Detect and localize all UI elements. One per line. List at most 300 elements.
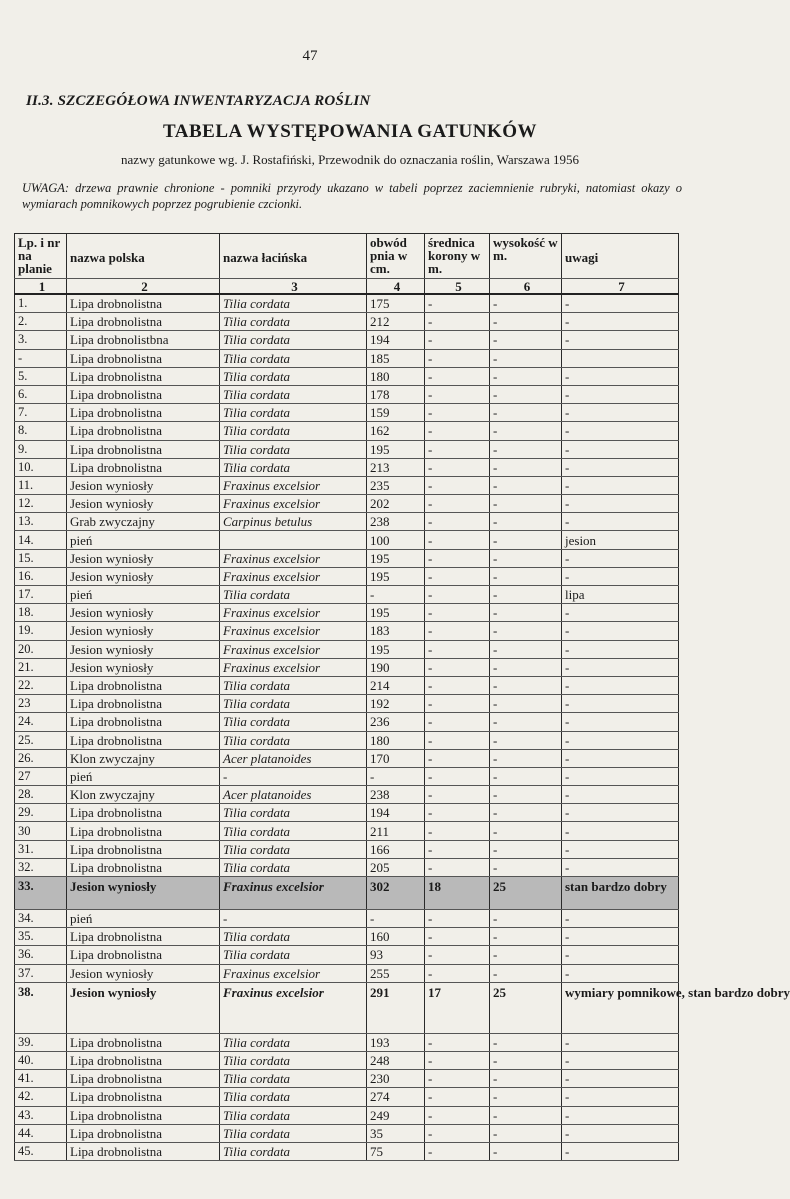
crown-diameter: - <box>425 695 490 713</box>
crown-diameter: - <box>425 713 490 731</box>
tree-height: - <box>490 822 562 840</box>
crown-diameter: - <box>425 928 490 946</box>
polish-name: Lipa drobnolistbna <box>67 331 220 349</box>
latin-name: Tilia cordata <box>220 1106 367 1124</box>
polish-name: Lipa drobnolistna <box>67 928 220 946</box>
row-number: 17. <box>15 586 67 604</box>
tree-height: - <box>490 1142 562 1160</box>
latin-name: Tilia cordata <box>220 858 367 876</box>
row-number: 8. <box>15 422 67 440</box>
row-number: - <box>15 349 67 367</box>
header-notes: uwagi <box>562 234 679 279</box>
notes: - <box>562 786 679 804</box>
latin-name: Tilia cordata <box>220 840 367 858</box>
row-number: 34. <box>15 910 67 928</box>
table-row <box>15 713 679 731</box>
table-row <box>15 749 679 767</box>
row-number: 15. <box>15 549 67 567</box>
latin-name: - <box>220 910 367 928</box>
row-number: 16. <box>15 567 67 585</box>
latin-name: Fraxinus excelsior <box>220 640 367 658</box>
polish-name: Lipa drobnolistna <box>67 695 220 713</box>
latin-name <box>220 531 367 549</box>
latin-name: Tilia cordata <box>220 367 367 385</box>
polish-name: Lipa drobnolistna <box>67 1033 220 1051</box>
tree-height: - <box>490 767 562 785</box>
row-number: 32. <box>15 858 67 876</box>
table-row <box>15 877 679 910</box>
notes: - <box>562 331 679 349</box>
crown-diameter: - <box>425 385 490 403</box>
notes: - <box>562 1088 679 1106</box>
table-row <box>15 786 679 804</box>
notes: - <box>562 676 679 694</box>
latin-name: Tilia cordata <box>220 349 367 367</box>
row-number: 11. <box>15 476 67 494</box>
crown-diameter: - <box>425 349 490 367</box>
header-circumference: obwód pnia w cm. <box>367 234 425 279</box>
latin-name: Tilia cordata <box>220 804 367 822</box>
tree-height: - <box>490 1033 562 1051</box>
polish-name: Lipa drobnolistna <box>67 804 220 822</box>
table-row <box>15 910 679 928</box>
tree-height: - <box>490 964 562 982</box>
row-number: 27 <box>15 767 67 785</box>
polish-name: Lipa drobnolistna <box>67 731 220 749</box>
trunk-circumference: 195 <box>367 440 425 458</box>
latin-name: Fraxinus excelsior <box>220 877 367 910</box>
latin-name: Tilia cordata <box>220 676 367 694</box>
trunk-circumference: - <box>367 910 425 928</box>
notes: - <box>562 567 679 585</box>
tree-height: - <box>490 586 562 604</box>
table-row <box>15 1070 679 1088</box>
tree-height: - <box>490 495 562 513</box>
row-number: 39. <box>15 1033 67 1051</box>
trunk-circumference: 291 <box>367 982 425 1033</box>
trunk-circumference: 166 <box>367 840 425 858</box>
crown-diameter: - <box>425 1033 490 1051</box>
row-number: 22. <box>15 676 67 694</box>
notes: stan bardzo dobry <box>562 877 679 910</box>
row-number: 21. <box>15 658 67 676</box>
table-row <box>15 622 679 640</box>
table-row <box>15 1142 679 1160</box>
crown-diameter: 18 <box>425 877 490 910</box>
trunk-circumference: 185 <box>367 349 425 367</box>
polish-name: Klon zwyczajny <box>67 786 220 804</box>
notes: - <box>562 822 679 840</box>
tree-height: - <box>490 367 562 385</box>
crown-diameter: - <box>425 622 490 640</box>
column-number: 4 <box>367 279 425 295</box>
trunk-circumference: 212 <box>367 313 425 331</box>
tree-height: - <box>490 658 562 676</box>
latin-name: Tilia cordata <box>220 331 367 349</box>
table-row <box>15 531 679 549</box>
crown-diameter: - <box>425 1124 490 1142</box>
row-number: 42. <box>15 1088 67 1106</box>
polish-name: Jesion wyniosły <box>67 549 220 567</box>
table-row <box>15 982 679 1033</box>
crown-diameter: - <box>425 476 490 494</box>
latin-name: - <box>220 767 367 785</box>
polish-name: Lipa drobnolistna <box>67 422 220 440</box>
trunk-circumference: 195 <box>367 604 425 622</box>
crown-diameter: - <box>425 531 490 549</box>
trunk-circumference: 238 <box>367 786 425 804</box>
tree-height: - <box>490 531 562 549</box>
trunk-circumference: 302 <box>367 877 425 910</box>
trunk-circumference: 180 <box>367 731 425 749</box>
row-number: 26. <box>15 749 67 767</box>
table-row <box>15 549 679 567</box>
polish-name: Grab zwyczajny <box>67 513 220 531</box>
trunk-circumference: 35 <box>367 1124 425 1142</box>
table-row <box>15 458 679 476</box>
tree-height: 25 <box>490 877 562 910</box>
crown-diameter: - <box>425 964 490 982</box>
tree-height: - <box>490 513 562 531</box>
tree-height: - <box>490 476 562 494</box>
crown-diameter: - <box>425 749 490 767</box>
row-number: 9. <box>15 440 67 458</box>
latin-name: Acer platanoides <box>220 749 367 767</box>
crown-diameter: - <box>425 549 490 567</box>
header-no: Lp. i nr na planie <box>15 234 67 279</box>
notes: - <box>562 658 679 676</box>
latin-name: Tilia cordata <box>220 695 367 713</box>
header-height: wysokość w m. <box>490 234 562 279</box>
note: UWAGA: drzewa prawnie chronione - pomniki przyrody ukazano w tabeli poprzez zaciemnienie rubryki, natomiast okazy o wymiarach pomnikowych poprzez pogrubienie czcionki. <box>22 181 682 211</box>
row-number: 35. <box>15 928 67 946</box>
latin-name: Tilia cordata <box>220 1088 367 1106</box>
table-row <box>15 640 679 658</box>
notes: - <box>562 440 679 458</box>
table-row <box>15 367 679 385</box>
polish-name: Lipa drobnolistna <box>67 713 220 731</box>
tree-height: - <box>490 858 562 876</box>
tree-height: - <box>490 404 562 422</box>
notes: - <box>562 513 679 531</box>
subtitle: nazwy gatunkowe wg. J. Rostafiński, Przewodnik do oznaczania roślin, Warszawa 1956 <box>121 152 579 167</box>
row-number: 12. <box>15 495 67 513</box>
column-number-row <box>15 279 679 295</box>
table-row <box>15 695 679 713</box>
row-number: 13. <box>15 513 67 531</box>
notes: - <box>562 946 679 964</box>
polish-name: Jesion wyniosły <box>67 604 220 622</box>
trunk-circumference: 192 <box>367 695 425 713</box>
polish-name: Klon zwyczajny <box>67 749 220 767</box>
latin-name: Tilia cordata <box>220 586 367 604</box>
tree-height: - <box>490 422 562 440</box>
crown-diameter: - <box>425 767 490 785</box>
trunk-circumference: 160 <box>367 928 425 946</box>
notes: - <box>562 1106 679 1124</box>
trunk-circumference: 159 <box>367 404 425 422</box>
notes: - <box>562 767 679 785</box>
polish-name: Lipa drobnolistna <box>67 294 220 313</box>
latin-name: Tilia cordata <box>220 294 367 313</box>
table-row <box>15 567 679 585</box>
tree-height: - <box>490 928 562 946</box>
notes <box>562 349 679 367</box>
tree-height: - <box>490 1051 562 1069</box>
latin-name: Tilia cordata <box>220 458 367 476</box>
tree-height: - <box>490 1124 562 1142</box>
tree-height: - <box>490 1106 562 1124</box>
polish-name: Lipa drobnolistna <box>67 1106 220 1124</box>
table-row <box>15 731 679 749</box>
crown-diameter: - <box>425 1142 490 1160</box>
tree-height: - <box>490 549 562 567</box>
notes: - <box>562 404 679 422</box>
trunk-circumference: 230 <box>367 1070 425 1088</box>
crown-diameter: - <box>425 294 490 313</box>
polish-name: Lipa drobnolistna <box>67 946 220 964</box>
trunk-circumference: 190 <box>367 658 425 676</box>
crown-diameter: - <box>425 567 490 585</box>
trunk-circumference: 195 <box>367 640 425 658</box>
tree-height: - <box>490 440 562 458</box>
polish-name: Jesion wyniosły <box>67 640 220 658</box>
trunk-circumference: 195 <box>367 549 425 567</box>
crown-diameter: - <box>425 910 490 928</box>
latin-name: Tilia cordata <box>220 1051 367 1069</box>
notes: - <box>562 294 679 313</box>
trunk-circumference: 274 <box>367 1088 425 1106</box>
crown-diameter: - <box>425 640 490 658</box>
table-row <box>15 946 679 964</box>
trunk-circumference: 194 <box>367 331 425 349</box>
crown-diameter: - <box>425 858 490 876</box>
notes: - <box>562 495 679 513</box>
polish-name: Lipa drobnolistna <box>67 404 220 422</box>
table-row <box>15 604 679 622</box>
row-number: 31. <box>15 840 67 858</box>
row-number: 25. <box>15 731 67 749</box>
row-number: 1. <box>15 294 67 313</box>
crown-diameter: 17 <box>425 982 490 1033</box>
table-row <box>15 404 679 422</box>
row-number: 40. <box>15 1051 67 1069</box>
latin-name: Tilia cordata <box>220 822 367 840</box>
trunk-circumference: 183 <box>367 622 425 640</box>
polish-name: Jesion wyniosły <box>67 622 220 640</box>
table-body <box>15 294 790 1161</box>
polish-name: Lipa drobnolistna <box>67 676 220 694</box>
page-number: 47 <box>302 48 318 64</box>
row-number: 2. <box>15 313 67 331</box>
tree-height: - <box>490 713 562 731</box>
row-number: 38. <box>15 982 67 1033</box>
header-row <box>15 234 679 279</box>
notes: - <box>562 622 679 640</box>
notes: - <box>562 928 679 946</box>
tree-height: - <box>490 910 562 928</box>
latin-name: Fraxinus excelsior <box>220 476 367 494</box>
polish-name: Lipa drobnolistna <box>67 1142 220 1160</box>
notes: - <box>562 731 679 749</box>
notes: - <box>562 910 679 928</box>
crown-diameter: - <box>425 822 490 840</box>
trunk-circumference: 205 <box>367 858 425 876</box>
crown-diameter: - <box>425 313 490 331</box>
notes: - <box>562 713 679 731</box>
row-number: 41. <box>15 1070 67 1088</box>
polish-name: Jesion wyniosły <box>67 658 220 676</box>
tree-height: - <box>490 676 562 694</box>
table-row <box>15 313 679 331</box>
trunk-circumference: 100 <box>367 531 425 549</box>
polish-name: Jesion wyniosły <box>67 877 220 910</box>
crown-diameter: - <box>425 676 490 694</box>
table-row <box>15 294 679 313</box>
notes: - <box>562 458 679 476</box>
notes: - <box>562 604 679 622</box>
crown-diameter: - <box>425 804 490 822</box>
row-number: 24. <box>15 713 67 731</box>
column-number: 5 <box>425 279 490 295</box>
row-number: 43. <box>15 1106 67 1124</box>
tree-height: - <box>490 640 562 658</box>
table-row <box>15 658 679 676</box>
latin-name: Fraxinus excelsior <box>220 549 367 567</box>
tree-height: - <box>490 294 562 313</box>
notes: wymiary pomnikowe, stan bardzo dobry <box>562 982 679 1033</box>
trunk-circumference: 175 <box>367 294 425 313</box>
trunk-circumference: 235 <box>367 476 425 494</box>
tree-height: - <box>490 786 562 804</box>
latin-name: Tilia cordata <box>220 440 367 458</box>
polish-name: Lipa drobnolistna <box>67 858 220 876</box>
polish-name: pień <box>67 910 220 928</box>
trunk-circumference: 213 <box>367 458 425 476</box>
trunk-circumference: 170 <box>367 749 425 767</box>
trunk-circumference: 236 <box>367 713 425 731</box>
trunk-circumference: 249 <box>367 1106 425 1124</box>
trunk-circumference: 178 <box>367 385 425 403</box>
crown-diameter: - <box>425 440 490 458</box>
latin-name: Tilia cordata <box>220 731 367 749</box>
crown-diameter: - <box>425 1070 490 1088</box>
crown-diameter: - <box>425 458 490 476</box>
latin-name: Fraxinus excelsior <box>220 658 367 676</box>
table-row <box>15 422 679 440</box>
notes: - <box>562 313 679 331</box>
header-polish-name: nazwa polska <box>67 234 220 279</box>
row-number: 23 <box>15 695 67 713</box>
row-number: 18. <box>15 604 67 622</box>
tree-height: - <box>490 313 562 331</box>
notes: - <box>562 804 679 822</box>
notes: - <box>562 749 679 767</box>
table-row <box>15 331 679 349</box>
trunk-circumference: 195 <box>367 567 425 585</box>
notes: - <box>562 385 679 403</box>
latin-name: Fraxinus excelsior <box>220 604 367 622</box>
crown-diameter: - <box>425 586 490 604</box>
notes: - <box>562 640 679 658</box>
species-table <box>14 233 790 1161</box>
crown-diameter: - <box>425 658 490 676</box>
tree-height: - <box>490 331 562 349</box>
tree-height: - <box>490 385 562 403</box>
row-number: 19. <box>15 622 67 640</box>
polish-name: Lipa drobnolistna <box>67 840 220 858</box>
notes: lipa <box>562 586 679 604</box>
table-row <box>15 822 679 840</box>
row-number: 36. <box>15 946 67 964</box>
polish-name: Lipa drobnolistna <box>67 1070 220 1088</box>
tree-height: - <box>490 840 562 858</box>
notes: - <box>562 476 679 494</box>
polish-name: pień <box>67 586 220 604</box>
trunk-circumference: 248 <box>367 1051 425 1069</box>
latin-name: Tilia cordata <box>220 1033 367 1051</box>
crown-diameter: - <box>425 946 490 964</box>
crown-diameter: - <box>425 786 490 804</box>
notes: - <box>562 1051 679 1069</box>
polish-name: Jesion wyniosły <box>67 495 220 513</box>
column-number: 3 <box>220 279 367 295</box>
trunk-circumference: 75 <box>367 1142 425 1160</box>
crown-diameter: - <box>425 731 490 749</box>
trunk-circumference: 255 <box>367 964 425 982</box>
polish-name: Lipa drobnolistna <box>67 1088 220 1106</box>
polish-name: Lipa drobnolistna <box>67 1124 220 1142</box>
notes: - <box>562 1070 679 1088</box>
polish-name: pień <box>67 767 220 785</box>
row-number: 5. <box>15 367 67 385</box>
trunk-circumference: - <box>367 586 425 604</box>
polish-name: Jesion wyniosły <box>67 476 220 494</box>
table-row <box>15 1106 679 1124</box>
latin-name: Tilia cordata <box>220 404 367 422</box>
tree-height: - <box>490 804 562 822</box>
polish-name: Lipa drobnolistna <box>67 349 220 367</box>
tree-height: - <box>490 1070 562 1088</box>
latin-name: Tilia cordata <box>220 713 367 731</box>
tree-height: - <box>490 622 562 640</box>
row-number: 45. <box>15 1142 67 1160</box>
row-number: 37. <box>15 964 67 982</box>
crown-diameter: - <box>425 422 490 440</box>
tree-height: - <box>490 946 562 964</box>
column-number: 2 <box>67 279 220 295</box>
polish-name: Lipa drobnolistna <box>67 458 220 476</box>
latin-name: Acer platanoides <box>220 786 367 804</box>
table-row <box>15 676 679 694</box>
table-row <box>15 1124 679 1142</box>
row-number: 20. <box>15 640 67 658</box>
notes: - <box>562 422 679 440</box>
table-row <box>15 349 679 367</box>
crown-diameter: - <box>425 1051 490 1069</box>
table-row <box>15 476 679 494</box>
trunk-circumference: 214 <box>367 676 425 694</box>
table-row <box>15 767 679 785</box>
table-row <box>15 1088 679 1106</box>
row-number: 6. <box>15 385 67 403</box>
polish-name: Lipa drobnolistna <box>67 822 220 840</box>
trunk-circumference: 162 <box>367 422 425 440</box>
column-number: 6 <box>490 279 562 295</box>
notes: - <box>562 1142 679 1160</box>
row-number: 10. <box>15 458 67 476</box>
polish-name: Lipa drobnolistna <box>67 367 220 385</box>
